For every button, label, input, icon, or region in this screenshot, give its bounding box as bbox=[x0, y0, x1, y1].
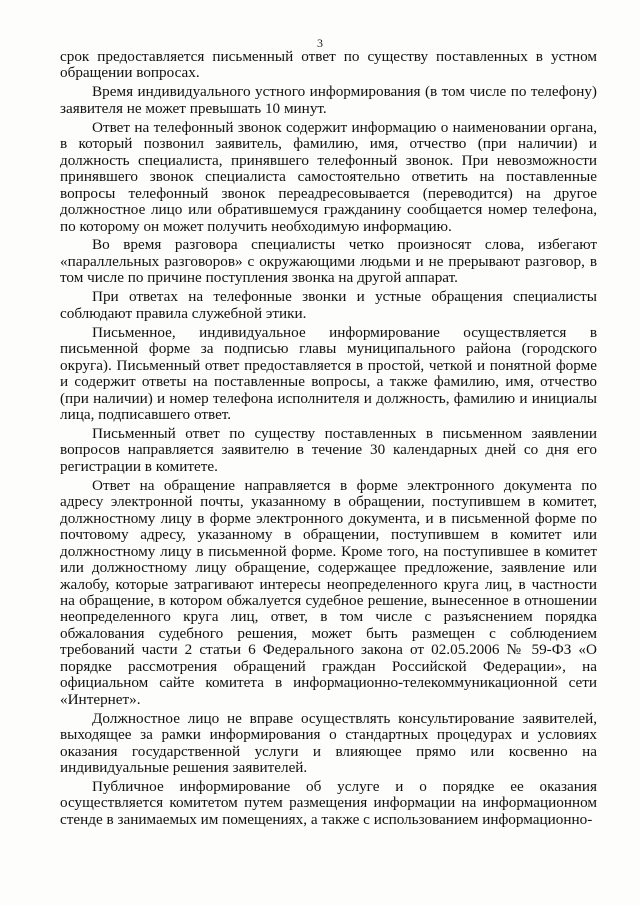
paragraph: Письменное, индивидуальное информирование осуществляется в письменной форме за подписью главы муниципального района (городского округа). Письменный ответ предоставляется в простой, четкой и понятной форме и содержит ответы на поставленные вопросы, а также фамилию, имя, отчество (при наличии) и номер телефона исполнителя и должность, фамилию и инициалы лица, подписавшего ответ. bbox=[60, 323, 597, 424]
paragraph: Письменный ответ по существу поставленных в письменном заявлении вопросов направляется заявителю в течение 30 календарных дней со дня его регистрации в комитете. bbox=[60, 424, 597, 475]
paragraph: Ответ на обращение направляется в форме электронного документа по адресу электронной почты, указанному в обращении, поступившем в комитет, должностному лицу в форме электронного документа, и в письменной форме по почтовому адресу, указанному в обращении, поступившем в комитет или должностному лицу в письменной форме. Кроме того, на поступившее в комитет или должностному лицу обращение, содержащее предложение, заявление или жалобу, которые затрагивают интересы неопределенного круга лиц, в частности на обращение, в котором обжалуется судебное решение, вынесенное в отношении неопределенного круга лиц, ответ, в том числе с разъяснением порядка обжалования судебного решения, может быть размещен с соблюдением требований части 2 статьи 6 Федерального закона от 02.05.2006 № 59-ФЗ «О порядке рассмотрения обращений граждан Российской Федерации», на официальном сайте комитета в информационно-телекоммуникационной сети «Интернет». bbox=[60, 476, 597, 708]
paragraph: Должностное лицо не вправе осуществлять консультирование заявителей, выходящее за рамки информирования о стандартных процедурах и условиях оказания государственной услуги и влияющее прямо или косвенно на индивидуальные решения заявителей. bbox=[60, 709, 597, 777]
paragraph: Ответ на телефонный звонок содержит информацию о наименовании органа, в который позвонил заявитель, фамилию, имя, отчество (при наличии) и должность специалиста, принявшего телефонный звонок. При невозможности принявшего звонок специалиста самостоятельно ответить на поставленные вопросы телефонный звонок переадресовывается (переводится) на другое должностное лицо или обратившемуся гражданину сообщается номер телефона, по которому он может получить необходимую информацию. bbox=[60, 118, 597, 235]
paragraph: Время индивидуального устного информирования (в том числе по телефону) заявителя не может превышать 10 минут. bbox=[60, 83, 597, 117]
page-number: 3 bbox=[317, 36, 323, 50]
paragraph: При ответах на телефонные звонки и устные обращения специалисты соблюдают правила служебной этики. bbox=[60, 288, 597, 322]
paragraph: срок предоставляется письменный ответ по существу поставленных в устном обращении вопросах. bbox=[60, 48, 597, 82]
paragraph: Публичное информирование об услуге и о порядке ее оказания осуществляется комитетом путем размещения информации на информационном стенде в занимаемых им помещениях, а также с использованием информационно- bbox=[60, 777, 597, 828]
document-body bbox=[60, 49, 597, 831]
paragraph: Во время разговора специалисты четко произносят слова, избегают «параллельных разговоров» с окружающими людьми и не прерывают разговор, в том числе по причине поступления звонка на другой аппарат. bbox=[60, 236, 597, 287]
